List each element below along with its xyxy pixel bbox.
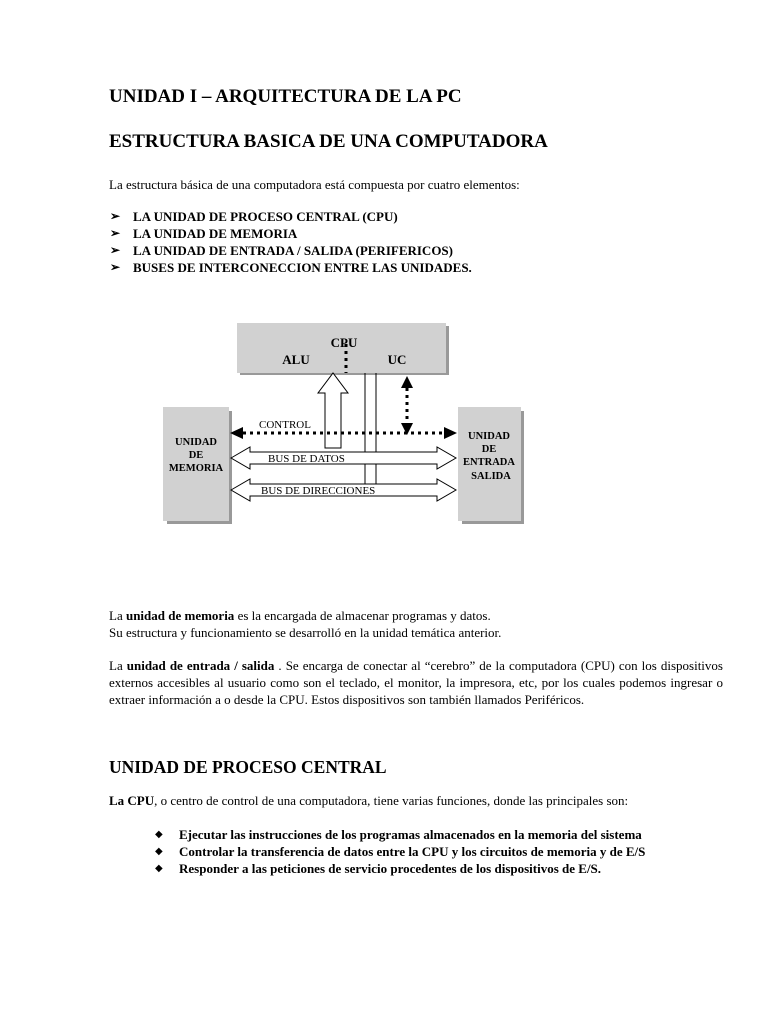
- list-item: ◆ Controlar la transferencia de datos entre la CPU y los circuitos de memoria y de E/S: [155, 844, 646, 859]
- data-to-cpu-arrow: [318, 373, 348, 448]
- memory-label-line-2: DE: [188, 450, 204, 461]
- io-term: unidad de entrada / salida: [126, 658, 275, 673]
- list-item: ◆ Ejecutar las instrucciones de los programas almacenados en la memoria del sistema: [155, 827, 642, 842]
- intro-paragraph: La estructura básica de una computadora está compuesta por cuatro elementos:: [109, 177, 520, 192]
- alu-label: ALU: [282, 352, 310, 367]
- cpu-paragraph: La CPU, o centro de control de una computadora, tiene varias funciones, donde las principales son:: [109, 793, 629, 808]
- cpu-section-title: UNIDAD DE PROCESO CENTRAL: [109, 757, 387, 777]
- memory-label-line-3: MEMORIA: [168, 463, 224, 474]
- arrowhead-bullet-icon: ➢: [110, 260, 121, 274]
- control-arrow-right: [444, 427, 457, 439]
- diamond-bullet-icon: ◆: [155, 846, 163, 857]
- section-title: ESTRUCTURA BASICA DE UNA COMPUTADORA: [109, 131, 548, 152]
- memory-term: unidad de memoria: [125, 608, 235, 623]
- io-label-line-2: DE: [481, 444, 497, 455]
- io-label-line-3: ENTRADA: [463, 457, 515, 468]
- memory-paragraph: La unidad de memoria es la encargada de almacenar programas y datos. Su estructura y funcionamiento se desarrolló en la unidad temática anterior.: [109, 608, 502, 640]
- io-label-line-4: SALIDA: [471, 471, 511, 482]
- arrowhead-bullet-icon: ➢: [110, 226, 121, 240]
- arrowhead-bullet-icon: ➢: [110, 243, 121, 257]
- cpu-label: CPU: [330, 335, 358, 350]
- uc-label: UC: [387, 352, 407, 367]
- arrowhead-bullet-icon: ➢: [110, 209, 121, 223]
- memory-label-line-1: UNIDAD: [175, 437, 217, 448]
- address-bus-label: BUS DE DIRECCIONES: [261, 485, 376, 497]
- io-label-line-1: UNIDAD: [468, 431, 510, 442]
- list-item: ◆ Responder a las peticiones de servicio procedentes de los dispositivos de E/S.: [155, 861, 602, 876]
- list-item: ➢ LA UNIDAD DE ENTRADA / SALIDA (PERIFERICOS): [110, 243, 453, 258]
- data-bus-label: BUS DE DATOS: [268, 453, 345, 465]
- unit-title: UNIDAD I – ARQUITECTURA DE LA PC: [109, 86, 462, 107]
- list-item: ➢ LA UNIDAD DE MEMORIA: [110, 226, 298, 241]
- list-item: ➢ LA UNIDAD DE PROCESO CENTRAL (CPU): [110, 209, 398, 224]
- cpu-term: La CPU: [109, 793, 155, 808]
- uc-arrow-up: [401, 376, 413, 388]
- list-item: ➢ BUSES DE INTERCONECCION ENTRE LAS UNIDADES.: [110, 260, 472, 275]
- cpu-functions-list: [155, 826, 723, 877]
- io-paragraph: La unidad de entrada / salida . Se encarga de conectar al “cerebro” de la computadora (CPU) con los dispositivos externos accesibles al usuario como son el teclado, el monitor, la impresora, etc, por los cuales podemos ingresar o extraer información a o desde la CPU. Estos dispositivos son también llamados Periféricos.: [109, 658, 723, 707]
- diamond-bullet-icon: ◆: [155, 863, 163, 874]
- diamond-bullet-icon: ◆: [155, 829, 163, 840]
- control-label: CONTROL: [259, 419, 311, 431]
